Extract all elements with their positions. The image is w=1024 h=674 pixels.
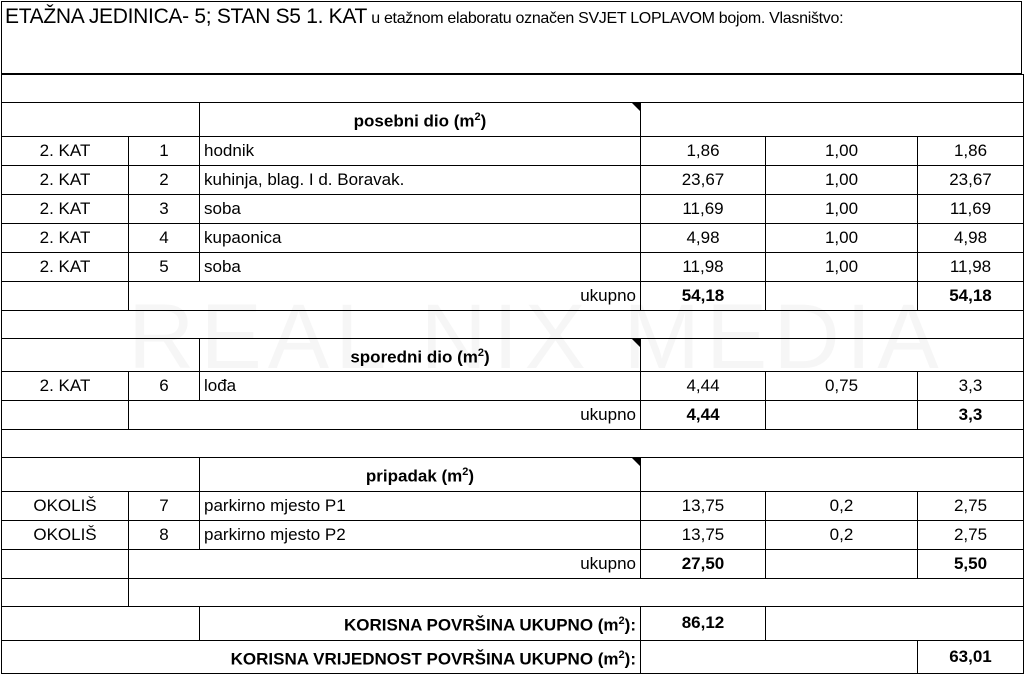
total-row	[2, 549, 1024, 578]
name-cell: parkirno mjesto P2	[200, 520, 641, 549]
total-area: 27,50	[641, 549, 766, 578]
summary-value-vrijednost: 63,01	[918, 640, 1024, 674]
floor-cell: OKOLIŠ	[2, 520, 129, 549]
value-cell: 4,98	[918, 223, 1024, 252]
section-header-posebni	[2, 103, 1024, 137]
coef-cell: 1,00	[766, 223, 918, 252]
coef-cell: 0,2	[766, 520, 918, 549]
empty-cell	[766, 606, 1024, 640]
value-cell: 11,69	[918, 194, 1024, 223]
number-cell: 5	[129, 252, 200, 281]
value-cell: 23,67	[918, 165, 1024, 194]
value-cell: 11,98	[918, 252, 1024, 281]
number-cell: 4	[129, 223, 200, 252]
coef-cell: 1,00	[766, 194, 918, 223]
number-cell: 6	[129, 372, 200, 401]
name-cell: soba	[200, 252, 641, 281]
spacer-row	[2, 310, 1024, 338]
table-row	[2, 165, 1024, 194]
empty-cell	[2, 401, 129, 430]
empty-cell	[766, 549, 918, 578]
area-table-body	[2, 75, 1024, 674]
coef-cell: 0,2	[766, 491, 918, 520]
number-cell: 1	[129, 136, 200, 165]
table-row	[2, 223, 1024, 252]
empty-cell	[129, 578, 1024, 606]
header-title-rest: u etažnom elaboratu označen SVJET LOPLAVOM bojom. Vlasništvo:	[367, 10, 844, 27]
name-cell: parkirno mjesto P1	[200, 491, 641, 520]
name-cell: soba	[200, 194, 641, 223]
number-cell: 7	[129, 491, 200, 520]
section-title-sporedni: sporedni dio $(m^2)$	[200, 338, 641, 372]
name-cell: kupaonica	[200, 223, 641, 252]
area-cell: 23,67	[641, 165, 766, 194]
area-table	[1, 74, 1024, 674]
empty-cell	[2, 338, 200, 372]
name-cell: kuhinja, blag. I d. Boravak.	[200, 165, 641, 194]
header-box	[1, 1, 1022, 74]
floor-cell: 2. KAT	[2, 223, 129, 252]
section-title-pripadak: pripadak $(m^2)$	[200, 458, 641, 492]
table-row	[2, 372, 1024, 401]
value-cell: 2,75	[918, 520, 1024, 549]
total-value: 5,50	[918, 549, 1024, 578]
floor-cell: 2. KAT	[2, 136, 129, 165]
total-area: 54,18	[641, 281, 766, 310]
empty-cell	[2, 281, 129, 310]
empty-cell	[2, 430, 1024, 458]
empty-cell	[766, 401, 918, 430]
empty-cell	[641, 338, 1024, 372]
area-cell: 11,98	[641, 252, 766, 281]
summary-label-vrijednost: KORISNA VRIJEDNOST POVRŠINA UKUPNO $(m^2)$:	[2, 640, 641, 674]
name-cell: lođa	[200, 372, 641, 401]
table-row	[2, 252, 1024, 281]
coef-cell: 1,00	[766, 252, 918, 281]
empty-cell	[2, 606, 200, 640]
total-label: ukupno	[129, 401, 641, 430]
empty-cell	[641, 458, 1024, 492]
empty-cell	[641, 640, 918, 674]
table-row	[2, 520, 1024, 549]
section-title-posebni: posebni dio $(m^2)$	[200, 103, 641, 137]
table-row	[2, 136, 1024, 165]
table-row	[2, 194, 1024, 223]
floor-cell: 2. KAT	[2, 372, 129, 401]
section-header-sporedni	[2, 338, 1024, 372]
total-value: 54,18	[918, 281, 1024, 310]
value-cell: 2,75	[918, 491, 1024, 520]
section-header-pripadak	[2, 458, 1024, 492]
total-label: ukupno	[129, 281, 641, 310]
summary-label-korisna: KORISNA POVRŠINA UKUPNO $(m^2)$:	[200, 606, 641, 640]
empty-cell	[2, 458, 200, 492]
area-cell: 13,75	[641, 520, 766, 549]
total-row	[2, 281, 1024, 310]
coef-cell: 1,00	[766, 165, 918, 194]
total-value: 3,3	[918, 401, 1024, 430]
header-title-main: ETAŽNA JEDINICA- 5; STAN S5 1. KAT	[5, 5, 368, 28]
area-cell: 4,98	[641, 223, 766, 252]
area-cell: 13,75	[641, 491, 766, 520]
empty-cell	[2, 549, 129, 578]
empty-cell	[766, 281, 918, 310]
empty-cell	[2, 578, 129, 606]
blank-row	[2, 578, 1024, 606]
name-cell: hodnik	[200, 136, 641, 165]
number-cell: 3	[129, 194, 200, 223]
number-cell: 8	[129, 520, 200, 549]
coef-cell: 0,75	[766, 372, 918, 401]
empty-cell	[2, 310, 1024, 338]
floor-cell: 2. KAT	[2, 252, 129, 281]
summary-row-korisna	[2, 606, 1024, 640]
total-row	[2, 401, 1024, 430]
value-cell: 1,86	[918, 136, 1024, 165]
floor-cell: OKOLIŠ	[2, 491, 129, 520]
coef-cell: 1,00	[766, 136, 918, 165]
total-label: ukupno	[129, 549, 641, 578]
area-cell: 1,86	[641, 136, 766, 165]
total-area: 4,44	[641, 401, 766, 430]
table-row	[2, 491, 1024, 520]
area-cell: 11,69	[641, 194, 766, 223]
value-cell: 3,3	[918, 372, 1024, 401]
spacer-row	[2, 430, 1024, 458]
number-cell: 2	[129, 165, 200, 194]
floor-cell: 2. KAT	[2, 165, 129, 194]
header-title	[5, 5, 843, 29]
summary-row-vrijednost	[2, 640, 1024, 674]
spacer-row	[2, 75, 1024, 103]
area-cell: 4,44	[641, 372, 766, 401]
floor-cell: 2. KAT	[2, 194, 129, 223]
summary-value-korisna: 86,12	[641, 606, 766, 640]
